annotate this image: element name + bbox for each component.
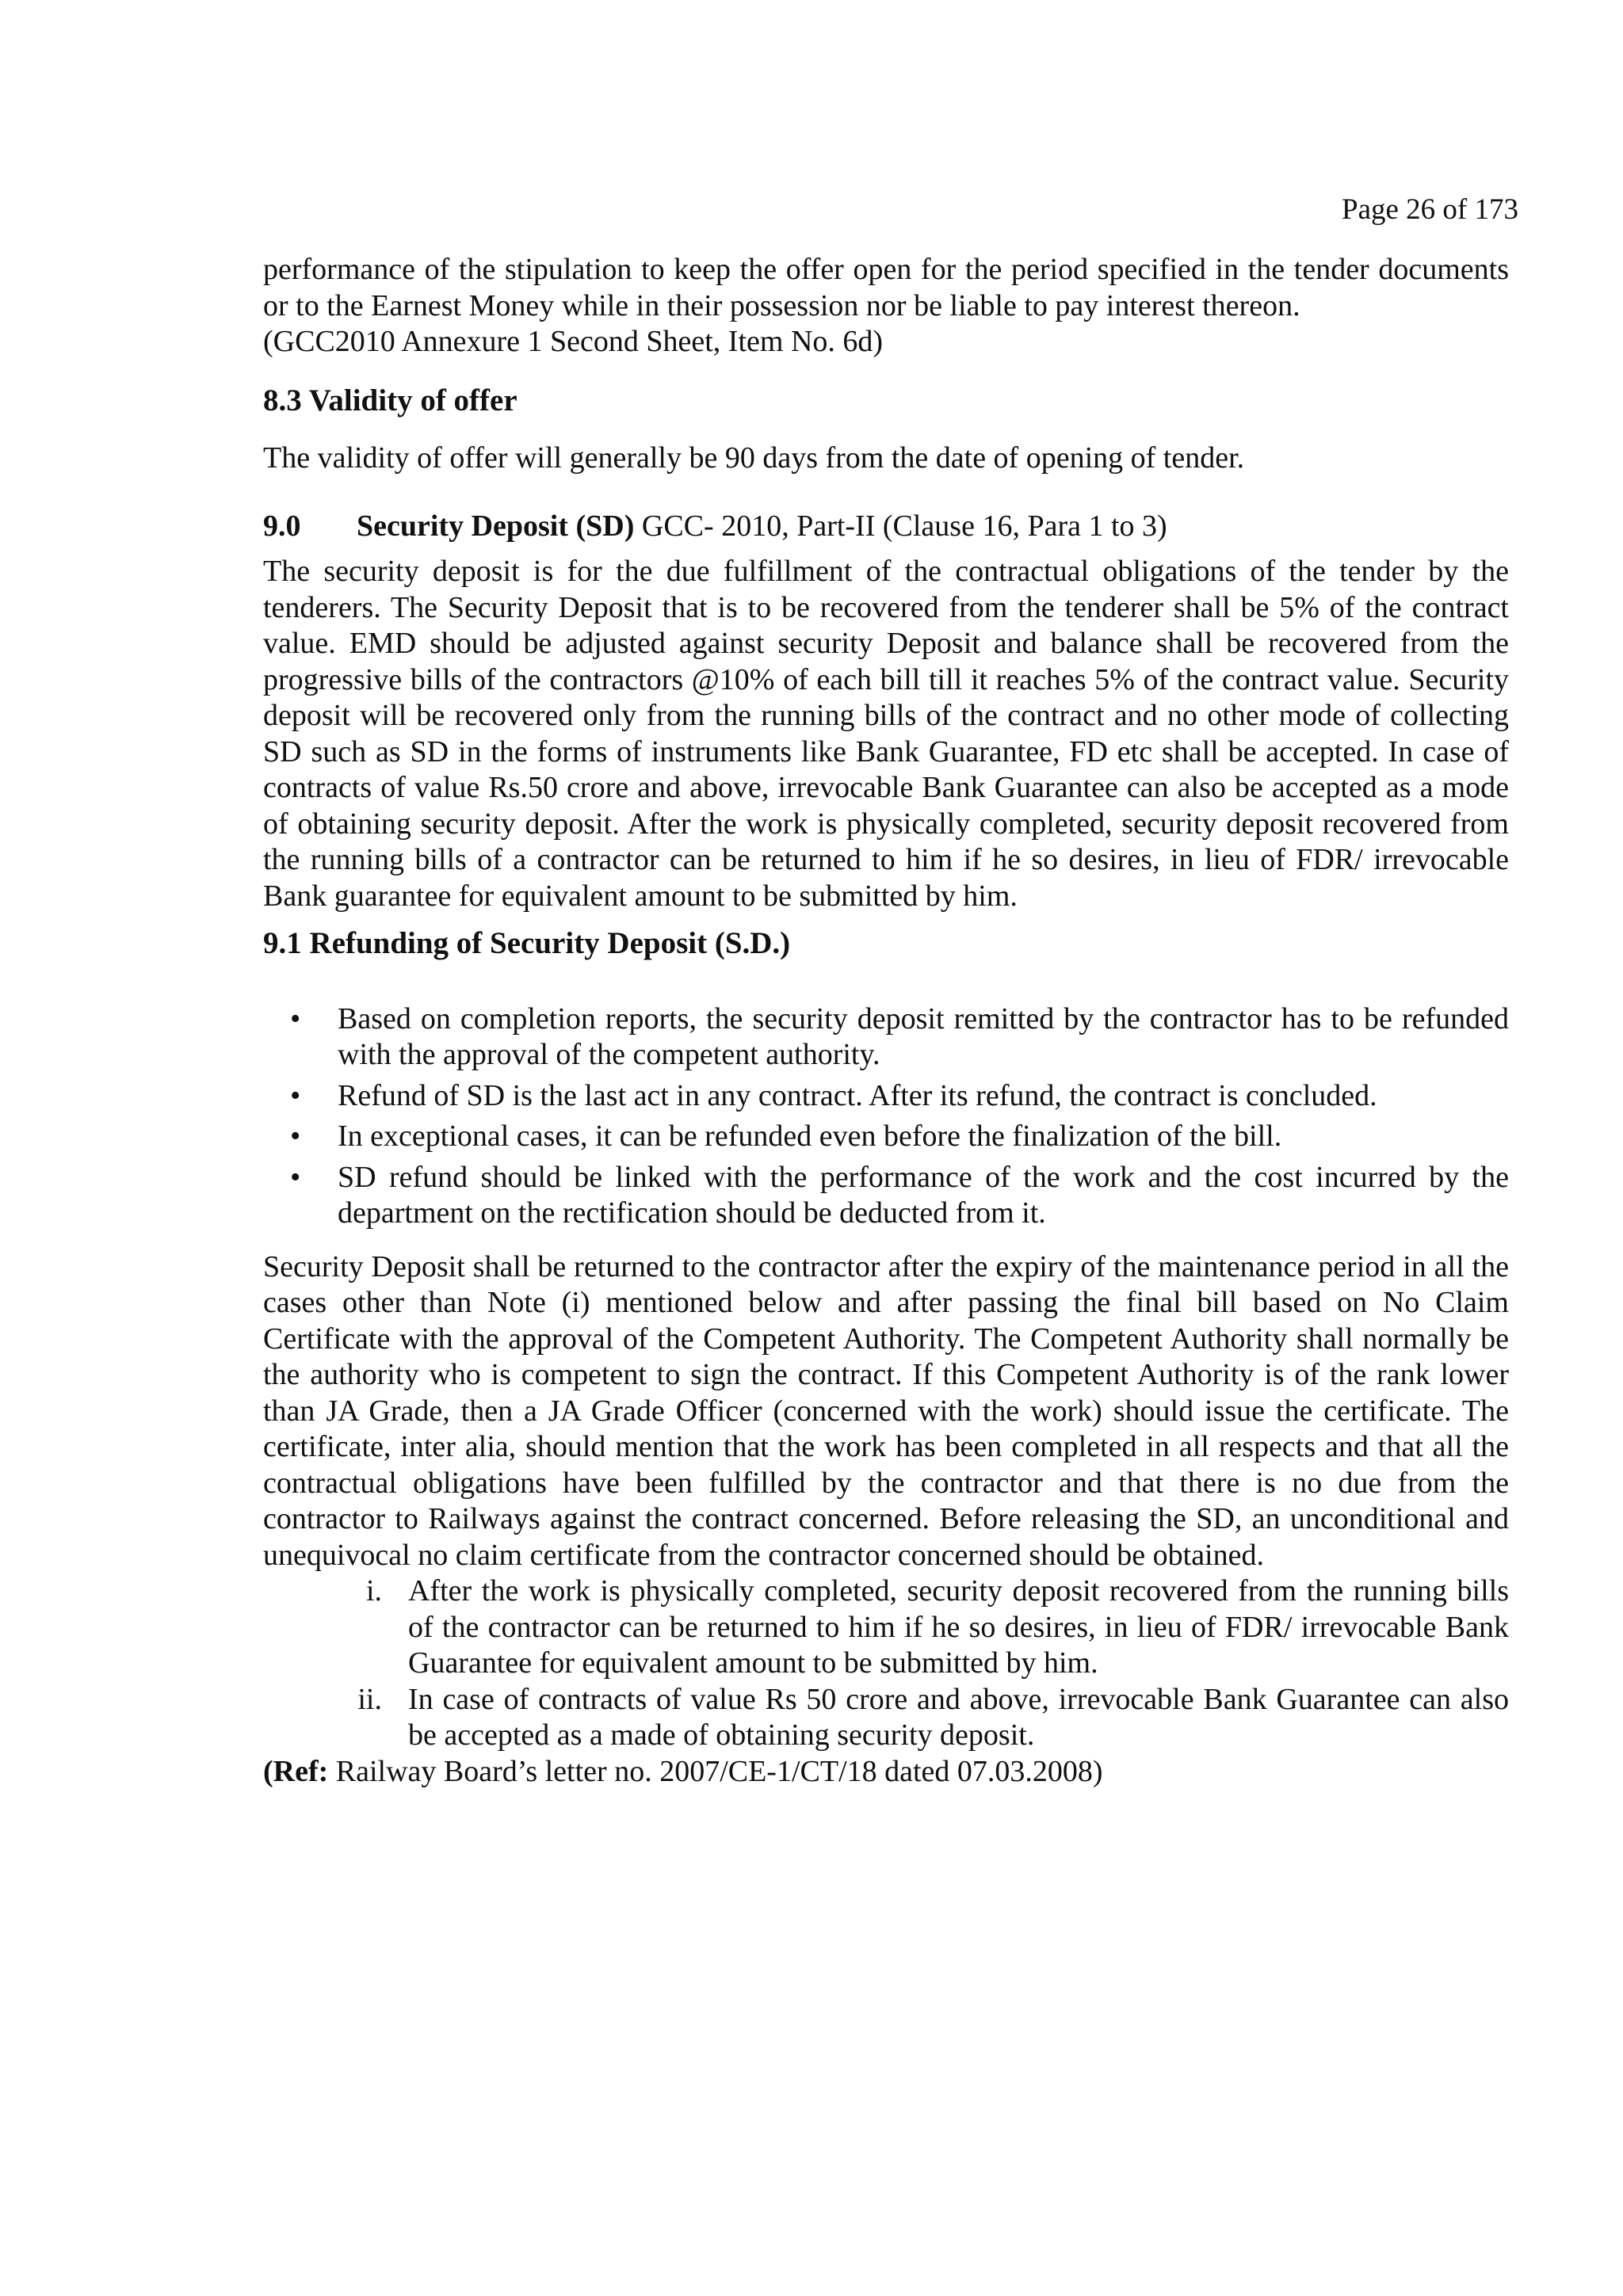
bullet-icon: •	[290, 1001, 301, 1035]
list-item: • In exceptional cases, it can be refunded even before the finalization of the bill.	[263, 1119, 1509, 1155]
reference-label: (Ref:	[263, 1754, 329, 1788]
refund-bullet-list	[263, 1001, 1509, 1232]
note-text: After the work is physically completed, security deposit recovered from the running bills of the contractor can be returned to him if he so desires, in lieu of FDR/ irrevocable Bank Guarantee for equivalent amount to be submitted by him.	[408, 1574, 1509, 1680]
bullet-icon: •	[290, 1160, 301, 1194]
notes-list	[263, 1573, 1509, 1754]
sd-return-paragraph: Security Deposit shall be returned to the contractor after the expiry of the maintenance period in all the cases other than Note (i) mentioned below and after passing the final bill based on No Claim Certificate with the approval of the Competent Authority. The Competent Authority shall normally be the authority who is competent to sign the contract. If this Competent Authority is of the rank lower than JA Grade, then a JA Grade Officer (concerned with the work) should issue the certificate. The certificate, inter alia, should mention that the work has been completed in all respects and that all the contractual obligations have been fulfilled by the contractor and that there is no due from the contractor to Railways against the contract concerned. Before releasing the SD, an unconditional and unequivocal no claim certificate from the contractor concerned should be obtained.	[263, 1249, 1509, 1572]
section-9-0-number: 9.0	[263, 509, 301, 543]
intro-reference: (GCC2010 Annexure 1 Second Sheet, Item No. 6d)	[263, 325, 884, 358]
section-9-0-title: Security Deposit (SD)	[357, 509, 635, 543]
section-9-0-text: The security deposit is for the due fulfillment of the contractual obligations of the tender by the tenderers. The Security Deposit that is to be recovered from the tenderer shall be 5% of the contract value. EMD should be adjusted against security Deposit and balance shall be recovered from the progressive bills of the contractors @10% of each bill till it reaches 5% of the contract value. Security deposit will be recovered only from the running bills of the contract and no other mode of collecting SD such as SD in the forms of instruments like Bank Guarantee, FD etc shall be accepted. In case of contracts of value Rs.50 crore and above, irrevocable Bank Guarantee can also be accepted as a mode of obtaining security deposit. After the work is physically completed, security deposit recovered from the running bills of a contractor can be returned to him if he so desires, in lieu of FDR/ irrevocable Bank guarantee for equivalent amount to be submitted by him.	[263, 555, 1509, 913]
page-number: Page 26 of 173	[1342, 193, 1518, 226]
reference-line	[263, 1754, 1509, 1791]
note-text: In case of contracts of value Rs 50 crore and above, irrevocable Bank Guarantee can also be accepted as a made of obtaining security deposit.	[408, 1682, 1509, 1752]
note-number: ii.	[357, 1682, 382, 1716]
section-8-3-text: The validity of offer will generally be 90 days from the date of opening of tender.	[263, 441, 1245, 475]
section-9-0-subtitle: GCC- 2010, Part-II (Clause 16, Para 1 to 3)	[634, 509, 1167, 543]
intro-paragraph: performance of the stipulation to keep the offer open for the period specified in the tender documents or to the Earnest Money while in their possession nor be liable to pay interest thereon.	[263, 253, 1509, 322]
note-item	[263, 1573, 1509, 1682]
list-item: • Based on completion reports, the security deposit remitted by the contractor has to be refunded with the approval of the competent authority.	[290, 1001, 1509, 1071]
reference-text: Railway Board’s letter no. 2007/CE-1/CT/18 dated 07.03.2008)	[328, 1754, 1103, 1788]
page-content	[263, 252, 1509, 1790]
section-9-1-heading: 9.1 Refunding of Security Deposit (S.D.)	[263, 926, 791, 960]
section-9-0-heading	[263, 509, 1509, 545]
note-number: i.	[365, 1574, 382, 1608]
bullet-icon: •	[290, 1078, 301, 1112]
list-item: • SD refund should be linked with the performance of the work and the cost incurred by the department on the rectification should be deducted from it.	[290, 1160, 1509, 1230]
note-item	[263, 1682, 1509, 1754]
list-item: • Refund of SD is the last act in any contract. After its refund, the contract is concluded.	[263, 1078, 1509, 1115]
bullet-icon: •	[290, 1119, 301, 1153]
section-8-3-heading: 8.3 Validity of offer	[263, 383, 517, 418]
